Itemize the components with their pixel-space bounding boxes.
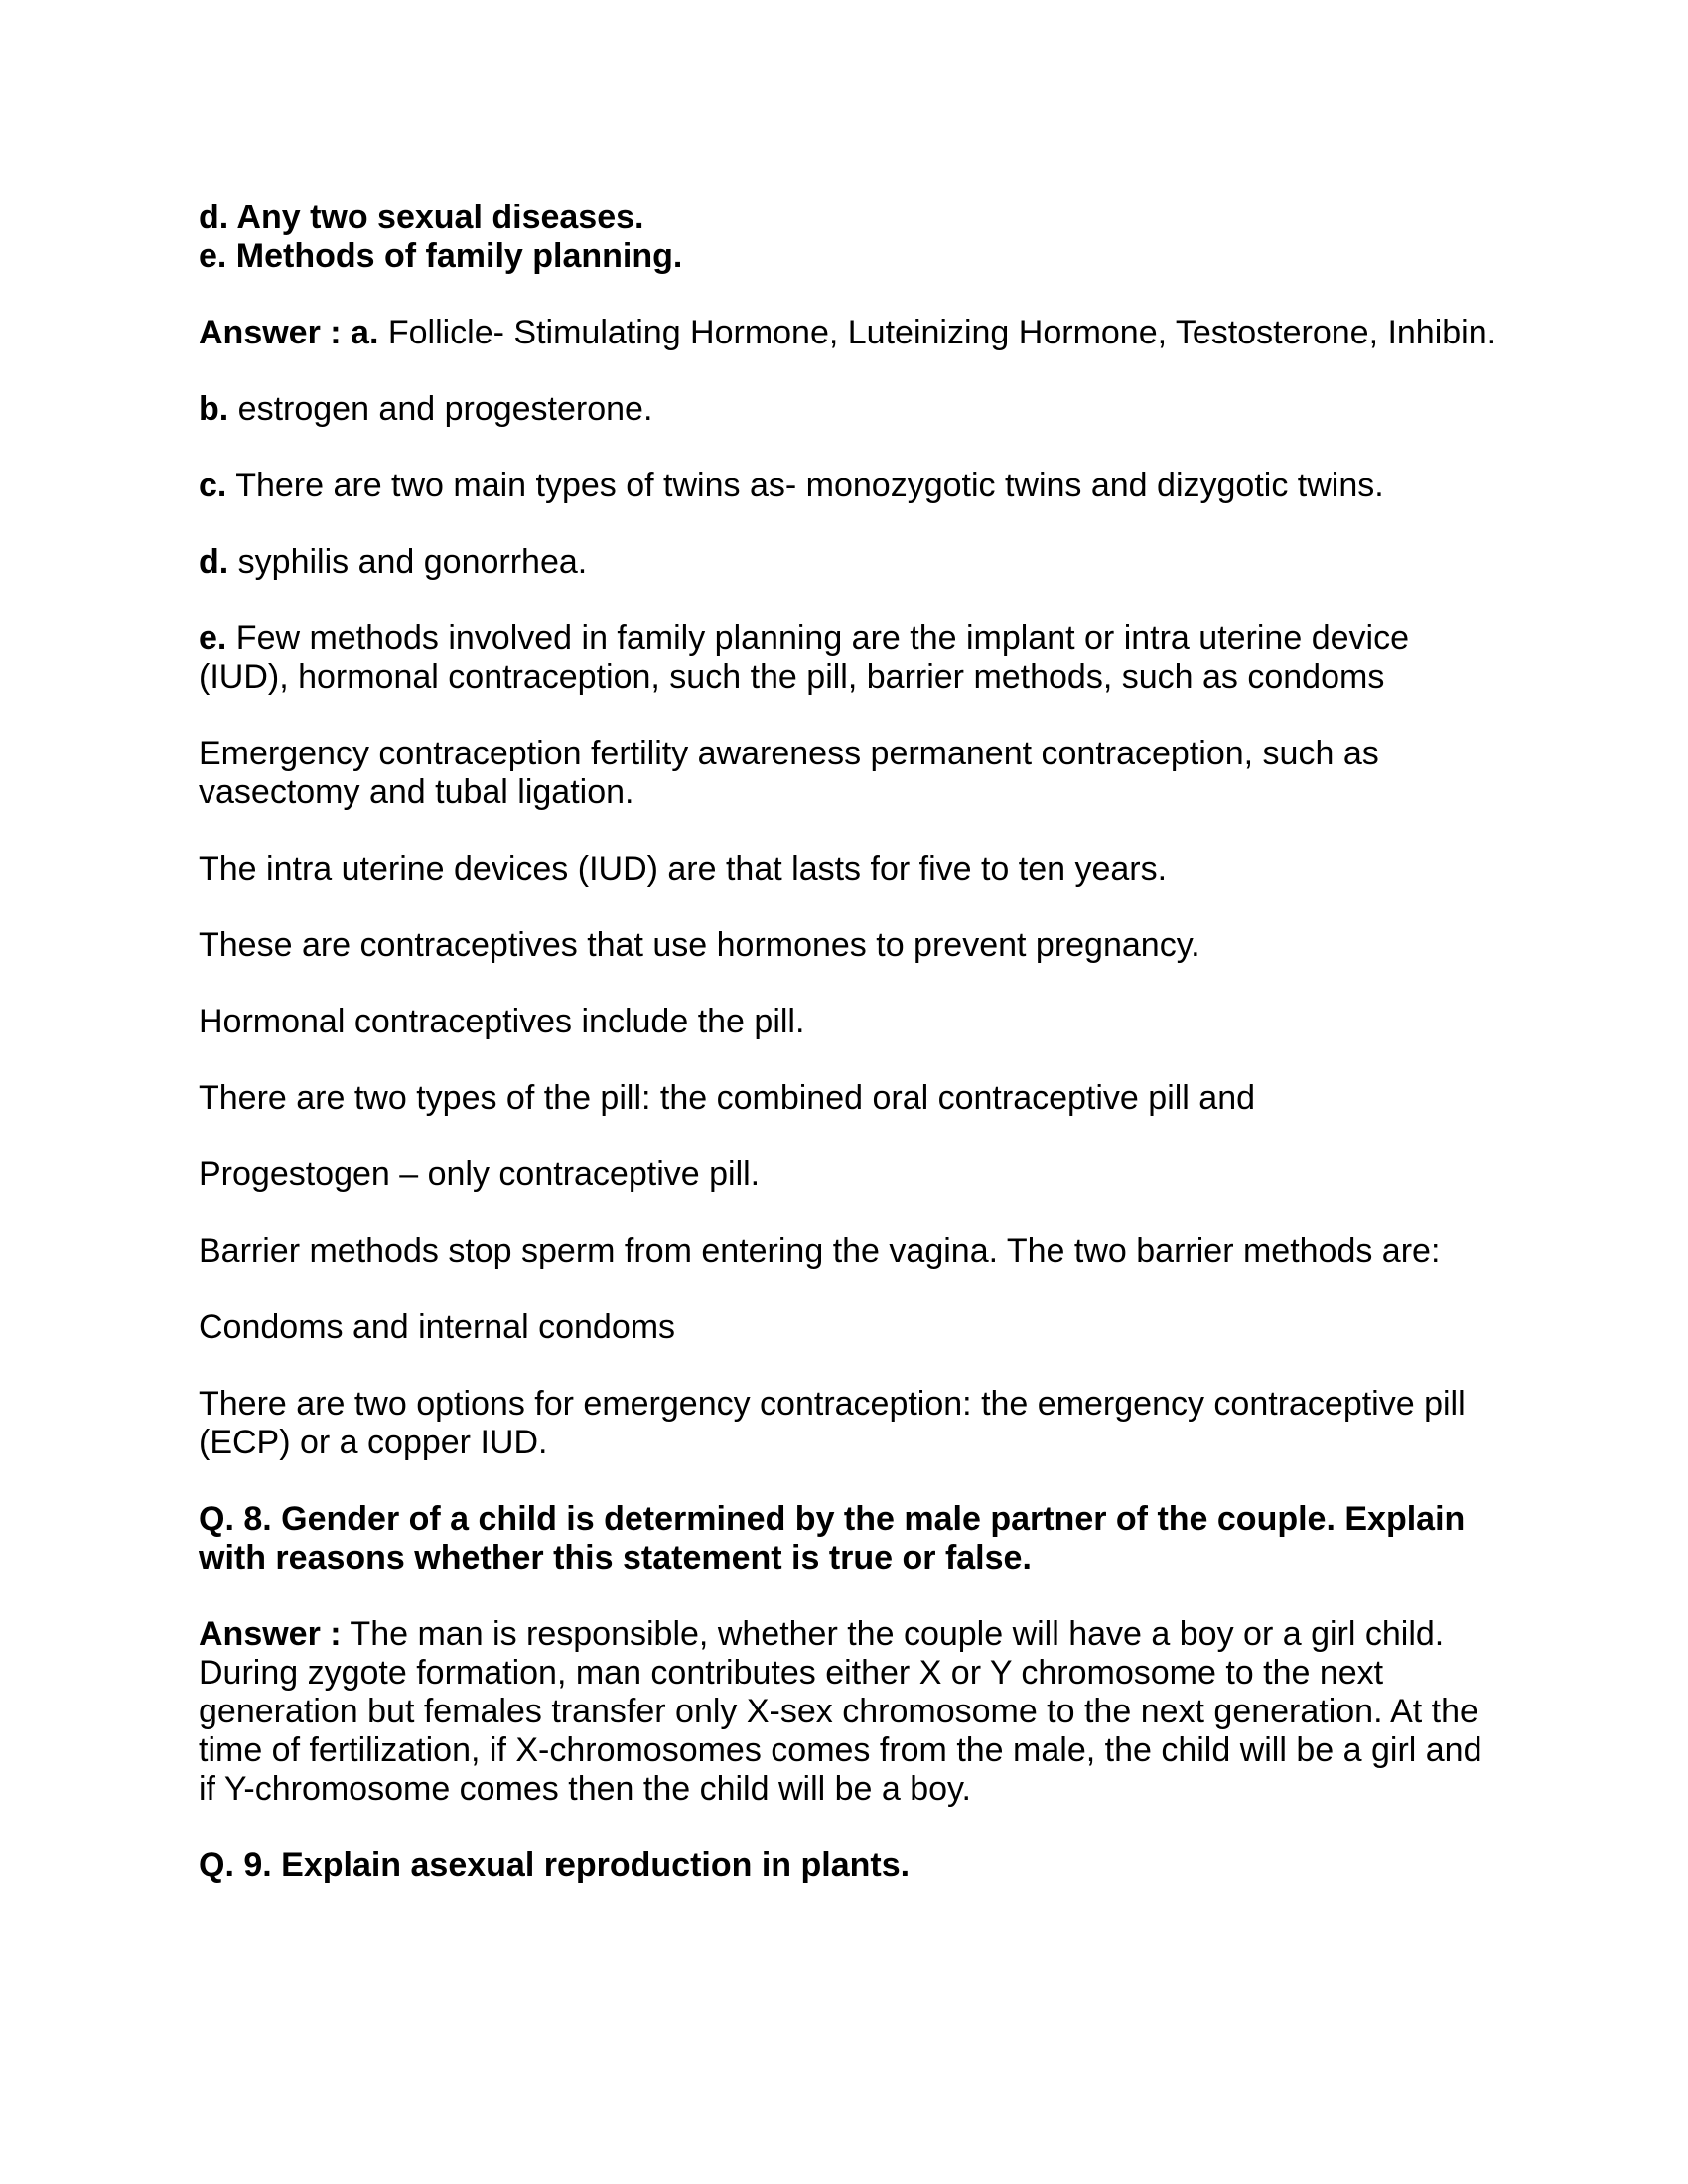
answer-e-text: Few methods involved in family planning are the implant or intra uterine device (IUD), hormonal contraception, such the pill, barrier methods, such as condoms (199, 619, 1409, 696)
paragraph: Progestogen – only contraceptive pill. (199, 1156, 761, 1193)
answer-a (199, 314, 1499, 352)
answer-c-label: c. (199, 467, 227, 504)
document-page (199, 199, 1499, 1923)
question-d: d. Any two sexual diseases. (199, 199, 644, 236)
paragraph: There are two options for emergency contraception: the emergency contraceptive pill (ECP) or a copper IUD. (199, 1385, 1466, 1461)
answer-b-text: estrogen and progesterone. (228, 390, 653, 428)
answer-a-text: Follicle- Stimulating Hormone, Luteinizing Hormone, Testosterone, Inhibin. (378, 314, 1497, 351)
paragraph: Hormonal contraceptives include the pill. (199, 1003, 805, 1040)
paragraph: These are contraceptives that use hormones to prevent pregnancy. (199, 926, 1200, 964)
answer-8-text: The man is responsible, whether the couple will have a boy or a girl child. During zygote formation, man contributes either X or Y chromosome to the next generation but females transfer only X-sex chromosome to the next generation. At the time of fertilization, if X-chromosomes comes from the male, the child will be a girl and if Y-chromosome comes then the child will be a boy. (199, 1615, 1482, 1808)
answer-c-text: There are two main types of twins as- monozygotic twins and dizygotic twins. (226, 467, 1384, 504)
answer-8-label: Answer : (199, 1615, 342, 1653)
answer-e-label: e. (199, 619, 227, 657)
answer-b-label: b. (199, 390, 229, 428)
answer-d (199, 543, 1499, 582)
paragraph: The intra uterine devices (IUD) are that lasts for five to ten years. (199, 850, 1168, 887)
question-e: e. Methods of family planning. (199, 237, 683, 275)
answer-d-text: syphilis and gonorrhea. (228, 543, 588, 581)
answer-label: Answer : a. (199, 314, 379, 351)
paragraph: Barrier methods stop sperm from entering the vagina. The two barrier methods are: (199, 1232, 1441, 1270)
answer-b (199, 390, 1499, 429)
answer-c (199, 467, 1499, 505)
answer-d-label: d. (199, 543, 229, 581)
answer-e (199, 619, 1499, 697)
question-9: Q. 9. Explain asexual reproduction in plants. (199, 1846, 911, 1884)
paragraph: Condoms and internal condoms (199, 1308, 676, 1346)
paragraph: Emergency contraception fertility awareness permanent contraception, such as vasectomy and tubal ligation. (199, 735, 1379, 811)
answer-8 (199, 1615, 1499, 1809)
paragraph: There are two types of the pill: the combined oral contraceptive pill and (199, 1079, 1256, 1117)
question-8: Q. 8. Gender of a child is determined by the male partner of the couple. Explain with reasons whether this statement is true or false. (199, 1500, 1466, 1576)
